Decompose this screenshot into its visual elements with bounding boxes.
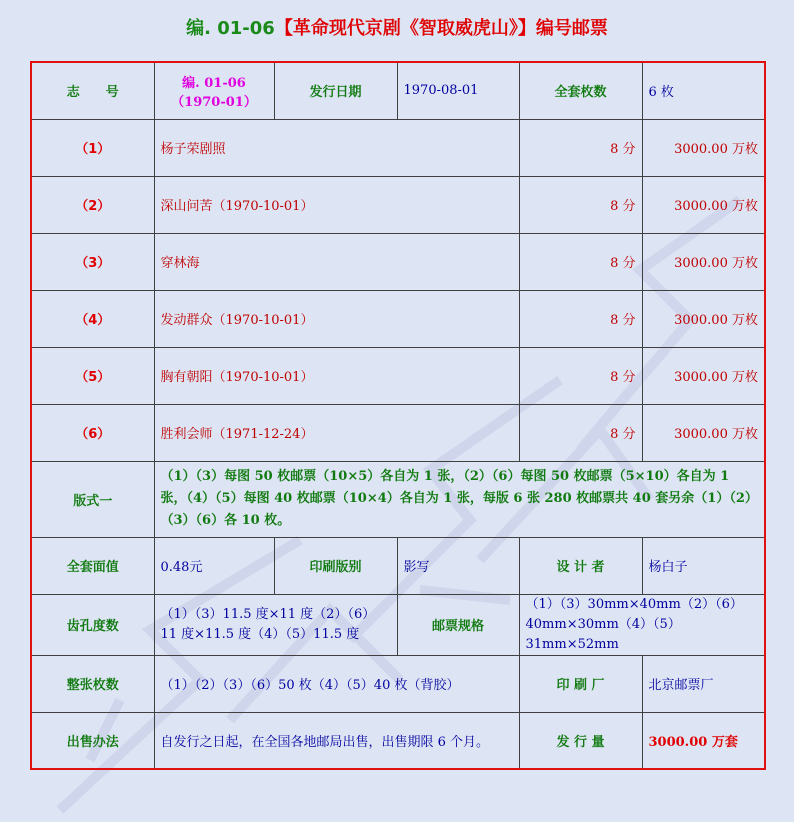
stamp-row [31,404,765,461]
perforation-value: （1）（3）11.5 度×11 度（2）（6）11 度×11.5 度（4）（5）11.5 度 [154,594,397,655]
issue-quantity-value: 3000.00 万套 [642,712,765,769]
set-face-value: 0.48元 [154,537,274,594]
print-type-label: 印刷版别 [274,537,397,594]
stamp-row [31,176,765,233]
stamp-face-value: 8 分 [519,119,642,176]
perforation-label: 齿孔度数 [31,594,154,655]
stamp-quantity: 3000.00 万枚 [642,119,765,176]
stamp-row [31,119,765,176]
set-face-value-label: 全套面值 [31,537,154,594]
face-value-row [31,537,765,594]
printer-value: 北京邮票厂 [642,655,765,712]
sale-method-label: 出售办法 [31,712,154,769]
title-name: 【革命现代京剧《智取威虎山》】编号邮票 [274,18,608,39]
stamp-face-value: 8 分 [519,404,642,461]
stamp-quantity: 3000.00 万枚 [642,176,765,233]
page-title [0,14,794,40]
stamp-name: 穿林海 [154,233,519,290]
stamp-name: 发动群众（1970-10-01） [154,290,519,347]
zhihao-code: 编. 01-06 [182,75,246,91]
stamp-face-value: 8 分 [519,290,642,347]
printer-label: 印 刷 厂 [519,655,642,712]
stamp-face-value: 8 分 [519,233,642,290]
stamp-size-value: （1）（3）30mm×40mm（2）（6）40mm×30mm（4）（5）31mm×52mm [519,594,765,655]
stamp-row [31,347,765,404]
stamp-row [31,233,765,290]
sheet-count-label: 整张枚数 [31,655,154,712]
stamp-face-value: 8 分 [519,347,642,404]
stamp-size-label: 邮票规格 [397,594,519,655]
sheet-row [31,655,765,712]
format-label: 版式一 [31,461,154,537]
sheet-count-value: （1）（2）（3）（6）50 枚（4）（5）40 枚（背胶） [154,655,519,712]
format-description: （1）（3）每图 50 枚邮票（10×5）各自为 1 张，（2）（6）每图 50 枚邮票（5×10）各自为 1 张，（4）（5）每图 40 枚邮票（10×4）各自为 1 张，每版 6 张 280 枚邮票共 40 套另余（1）（2）（3）（6）各 10 枚。 [154,461,765,537]
zhihao-year: （1970-01） [171,94,257,110]
print-type-value: 影写 [397,537,519,594]
sale-method-value: 自发行之日起，在全国各地邮局出售，出售期限 6 个月。 [154,712,519,769]
stamp-name: 胸有朝阳（1970-10-01） [154,347,519,404]
stamp-row [31,290,765,347]
stamp-name: 深山问苦（1970-10-01） [154,176,519,233]
stamp-quantity: 3000.00 万枚 [642,347,765,404]
stamp-number: （5） [31,347,154,404]
set-count-value: 6 枚 [642,62,765,119]
set-count-label: 全套枚数 [519,62,642,119]
zhihao-value [154,62,274,119]
issue-date-value: 1970-08-01 [397,62,519,119]
sale-row [31,712,765,769]
stamp-name: 胜利会师（1971-12-24） [154,404,519,461]
stamp-number: （4） [31,290,154,347]
stamp-quantity: 3000.00 万枚 [642,404,765,461]
stamp-info-table [30,61,766,770]
perforation-row [31,594,765,655]
stamp-number: （2） [31,176,154,233]
stamp-face-value: 8 分 [519,176,642,233]
title-code: 编. 01-06 [186,18,275,39]
issue-date-label: 发行日期 [274,62,397,119]
stamp-number: （3） [31,233,154,290]
designer-label: 设 计 者 [519,537,642,594]
issue-quantity-label: 发 行 量 [519,712,642,769]
designer-value: 杨白子 [642,537,765,594]
stamp-name: 杨子荣剧照 [154,119,519,176]
format-row [31,461,765,537]
stamp-number: （1） [31,119,154,176]
header-row [31,62,765,119]
stamp-number: （6） [31,404,154,461]
stamp-quantity: 3000.00 万枚 [642,233,765,290]
stamp-quantity: 3000.00 万枚 [642,290,765,347]
zhihao-label: 志 号 [31,62,154,119]
